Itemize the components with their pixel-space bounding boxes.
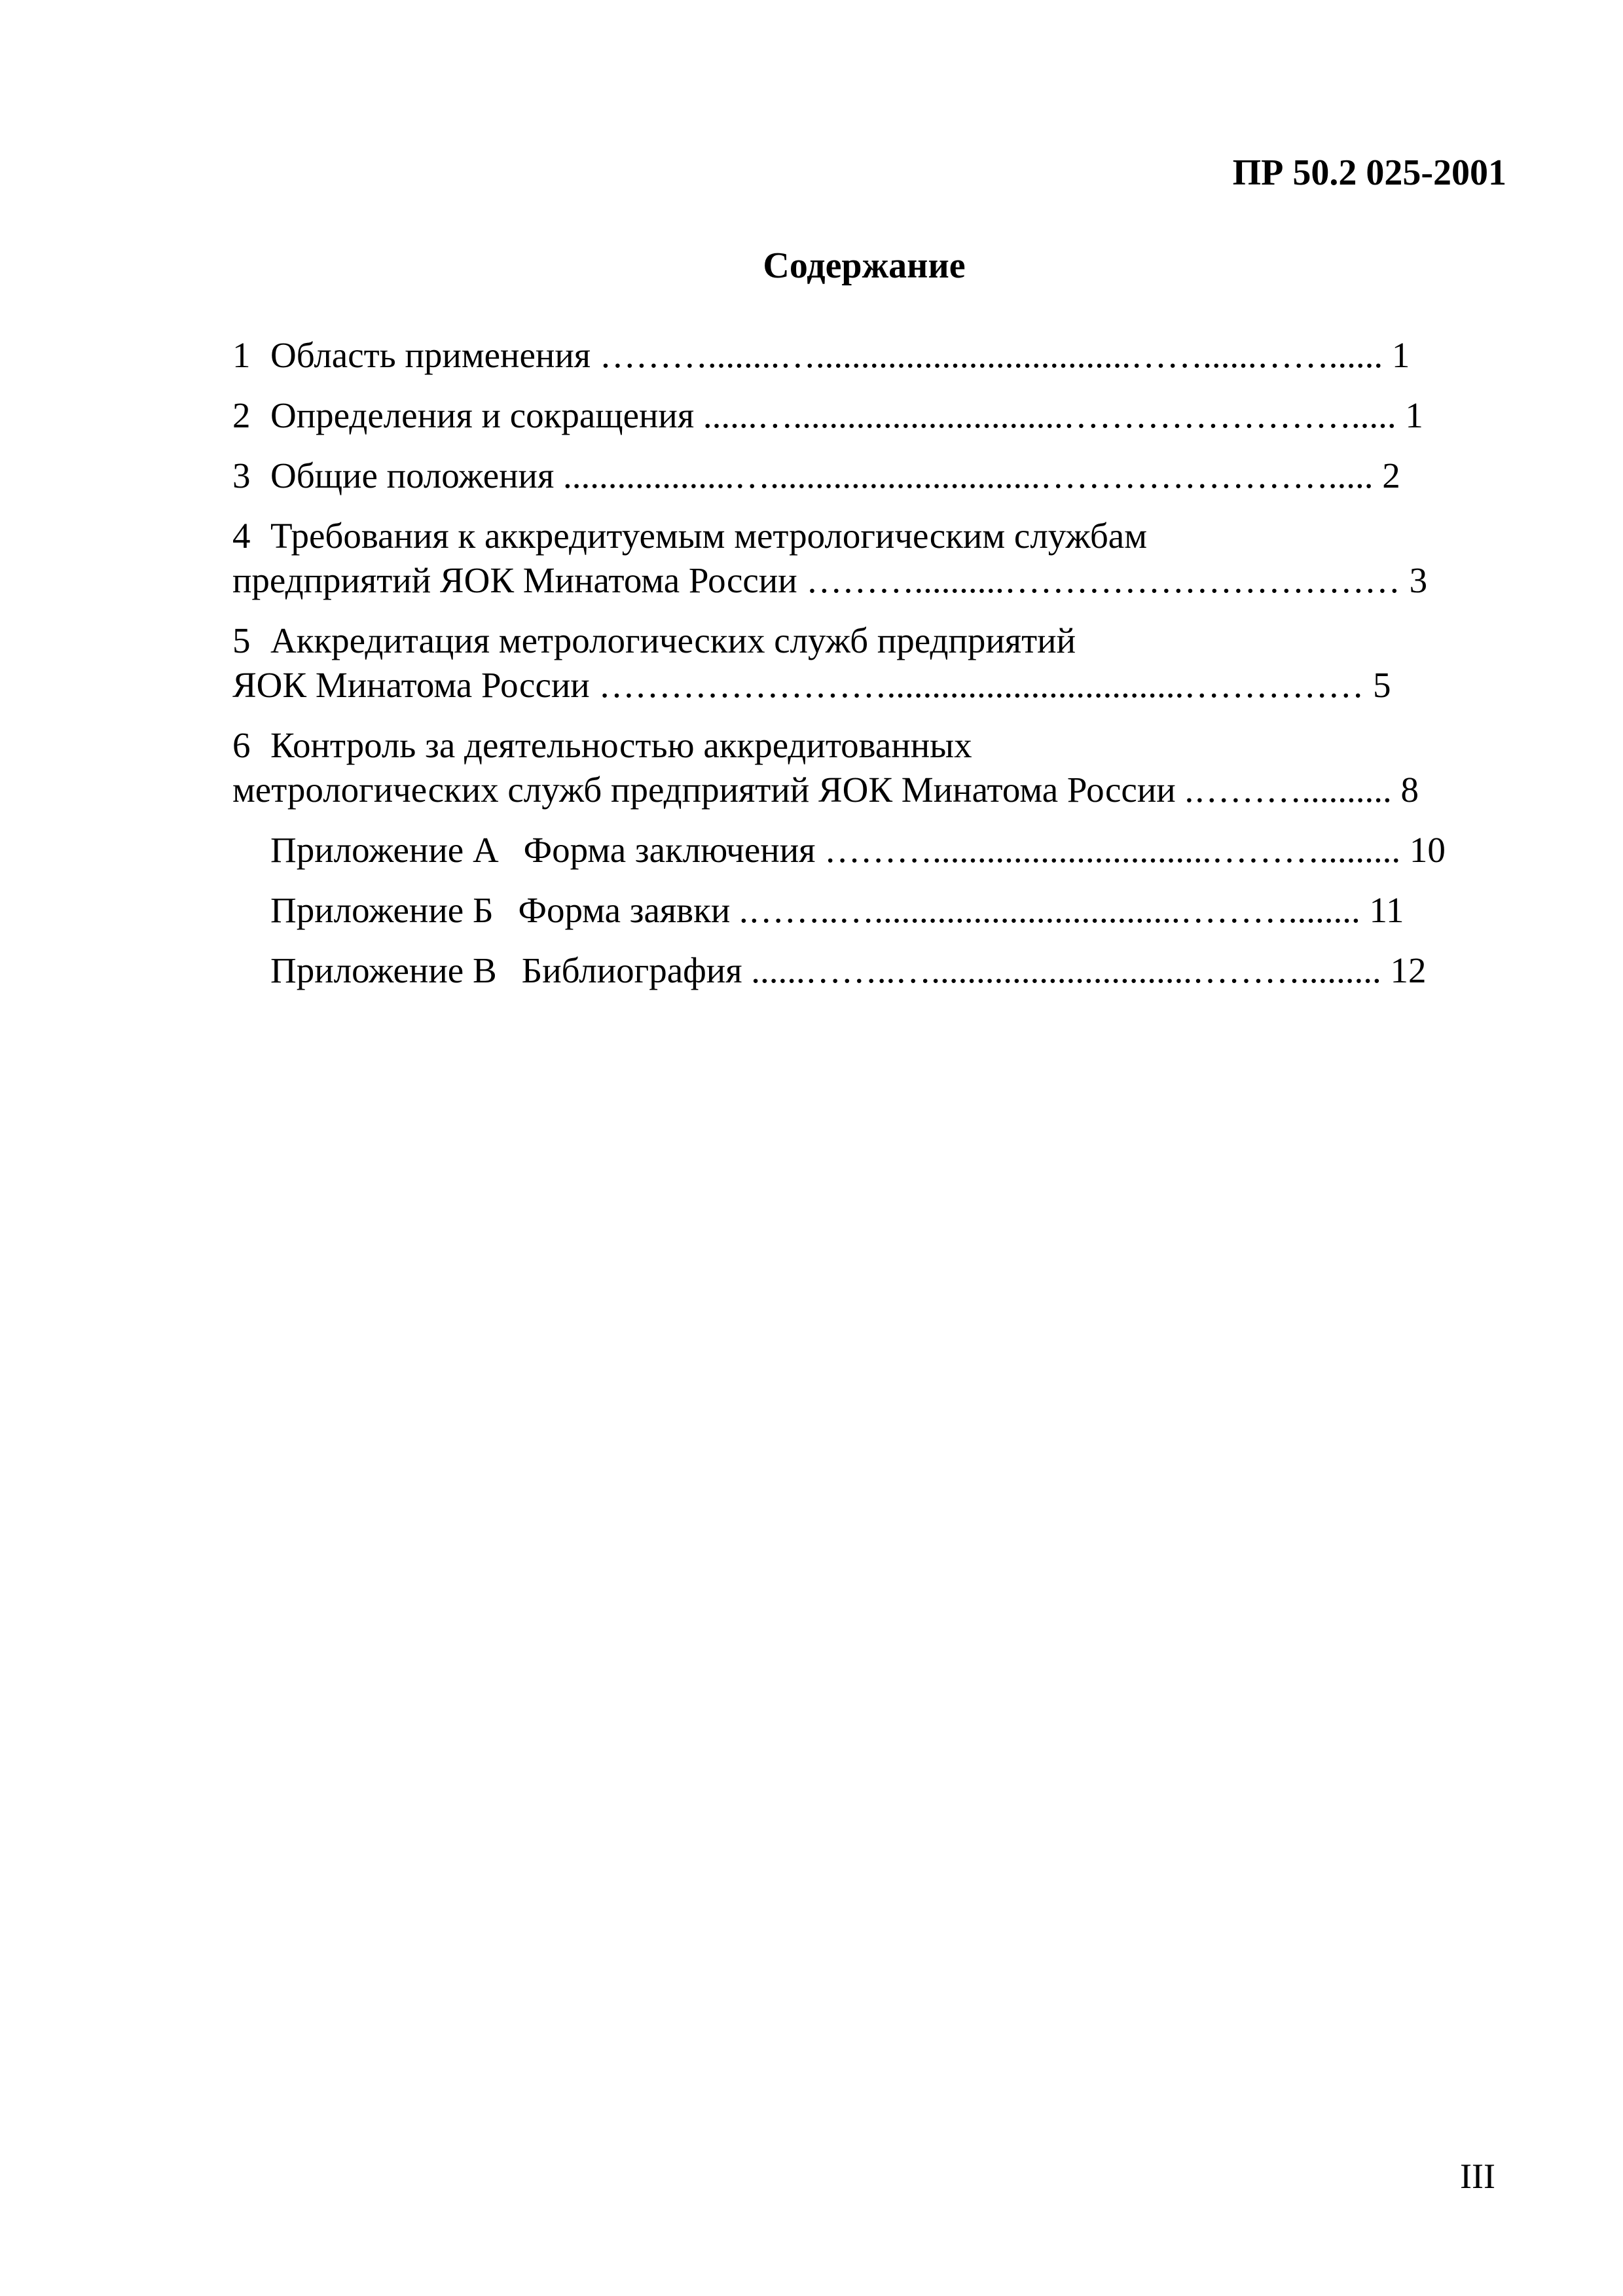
toc-entry-number: 5	[232, 620, 251, 660]
appendix-text: Форма заявки .……..…..................................………........ 11	[518, 890, 1404, 930]
toc-entry-1[interactable]	[232, 337, 1410, 373]
toc-entry-number: 6	[232, 725, 251, 765]
toc-entry-text: Область применения ………........…...................................……......……...... 1	[270, 335, 1410, 375]
toc-entry-text: Определения и сокращения ......…..............................……………………..... 1	[270, 395, 1423, 435]
toc-entry-number: 4	[232, 516, 251, 556]
toc-entry-text: предприятий ЯОК Минатома России ………..........…………………………… 3	[232, 560, 1428, 600]
toc-entry-number: 2	[232, 395, 251, 435]
toc-entry-5-continuation[interactable]	[232, 667, 1391, 703]
appendix-label: Приложение Б	[270, 890, 494, 930]
toc-appendix-c[interactable]	[270, 952, 1427, 988]
toc-entry-4[interactable]	[232, 518, 1147, 554]
toc-entry-text: Аккредитация метрологических служб предприятий	[270, 620, 1076, 660]
toc-entry-number: 3	[232, 456, 251, 495]
toc-entry-2[interactable]	[232, 397, 1423, 433]
toc-entry-3[interactable]	[232, 457, 1400, 493]
toc-entry-6[interactable]	[232, 727, 972, 763]
toc-entry-number: 1	[232, 335, 251, 375]
page-number: III	[1460, 2157, 1495, 2196]
appendix-text: Библиография ......……..….............................………......... 12	[521, 950, 1427, 990]
toc-appendix-b[interactable]	[270, 892, 1404, 928]
appendix-label: Приложение А	[270, 830, 499, 870]
toc-entry-text: ЯОК Минатома России …………………….................................…………… 5	[232, 665, 1391, 705]
toc-entry-text: метрологических служб предприятий ЯОК Минатома России .……….......... 8	[232, 770, 1419, 810]
toc-entry-text: Общие положения ...................…..............................……………………..... 2	[270, 456, 1400, 495]
toc-entry-6-continuation[interactable]	[232, 772, 1419, 808]
toc-title: Содержание	[763, 245, 966, 286]
document-code: ПР 50.2 025-2001	[1232, 152, 1506, 193]
toc-entry-4-continuation[interactable]	[232, 562, 1427, 598]
toc-appendix-a[interactable]	[270, 832, 1446, 868]
appendix-text: Форма заключения ………...............................………......... 10	[523, 830, 1446, 870]
appendix-label: Приложение В	[270, 950, 497, 990]
toc-entry-5[interactable]	[232, 622, 1076, 658]
toc-entry-text: Требования к аккредитуемым метрологическим службам	[270, 516, 1148, 556]
toc-entry-text: Контроль за деятельностью аккредитованных	[270, 725, 972, 765]
